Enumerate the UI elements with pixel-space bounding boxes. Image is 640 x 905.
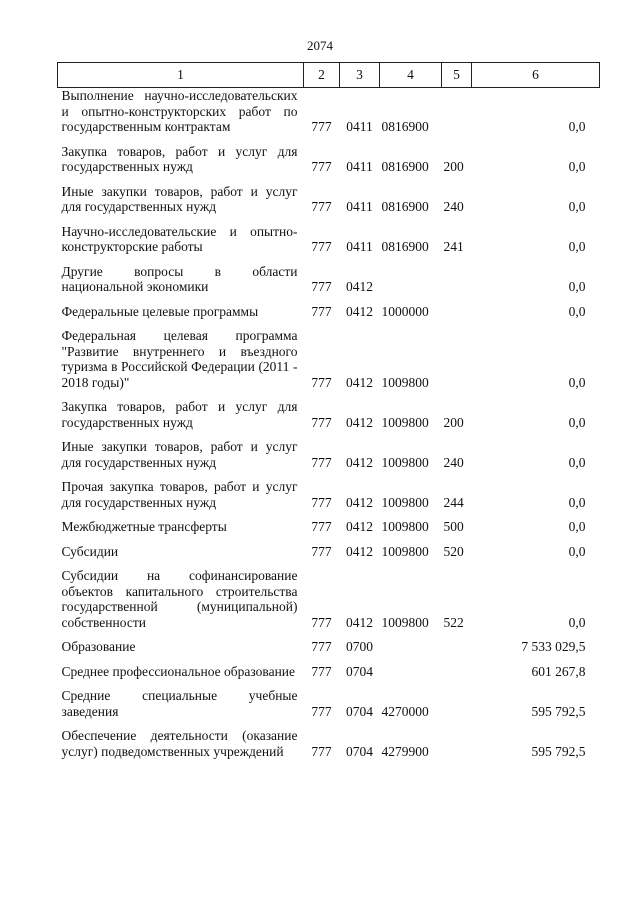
row-name: Иные закупки товаров, работ и услуг для государственных нужд (61, 183, 298, 214)
row-section: 0700 (346, 639, 373, 654)
table-row (58, 88, 600, 144)
row-ministry: 777 (311, 639, 332, 654)
row-target (380, 639, 442, 664)
table-row (58, 304, 600, 329)
page-number: 2074 (307, 38, 333, 53)
row-amount: 0,0 (568, 279, 586, 294)
row-target (380, 264, 442, 304)
row-ministry: 777 (311, 374, 332, 390)
row-ministry: 777 (311, 663, 332, 679)
row-amount: 595 792,5 (531, 703, 586, 719)
row-target: 1009800 (381, 543, 429, 559)
row-name: Субсидии (61, 543, 119, 559)
row-amount: 0,0 (568, 494, 586, 510)
row-name: Другие вопросы в области национальной экономики (61, 263, 298, 294)
header-row (58, 63, 600, 88)
row-ministry: 777 (311, 703, 332, 719)
row-expense (442, 664, 472, 689)
header-col-expense: 5 (442, 63, 472, 88)
row-expense (442, 688, 472, 728)
row-ministry: 777 (311, 303, 332, 319)
row-ministry: 777 (311, 494, 332, 510)
table-header (58, 63, 600, 88)
row-name: Закупка товаров, работ и услуг для государственных нужд (61, 143, 298, 174)
row-ministry: 777 (311, 159, 332, 174)
row-name: Межбюджетные трансферты (61, 519, 227, 534)
row-amount: 0,0 (568, 454, 586, 470)
row-section: 0704 (346, 703, 373, 719)
row-section: 0412 (346, 279, 373, 294)
header-col-target: 4 (380, 63, 442, 88)
row-expense: 244 (443, 494, 464, 510)
table-row (58, 728, 600, 768)
row-name: Иные закупки товаров, работ и услуг для государственных нужд (61, 439, 298, 470)
table-row (58, 688, 600, 728)
row-section: 0412 (346, 494, 373, 510)
table-row (58, 664, 600, 689)
row-name: Выполнение научно-исследовательских и опытно-конструкторских работ по государственным контрактам (61, 88, 298, 134)
table-row (58, 519, 600, 544)
row-expense: 240 (443, 199, 464, 214)
row-name: Средние специальные учебные заведения (61, 688, 298, 719)
table-row (58, 144, 600, 184)
row-name: Среднее профессиональное образование (61, 663, 296, 679)
row-amount: 0,0 (568, 303, 586, 319)
row-name: Прочая закупка товаров, работ и услуг для государственных нужд (61, 479, 298, 510)
row-ministry: 777 (311, 743, 332, 759)
row-name: Федеральные целевые программы (61, 303, 259, 319)
row-target: 0816900 (381, 119, 429, 134)
table-row (58, 544, 600, 569)
row-target: 1009800 (381, 494, 429, 510)
row-amount: 601 267,8 (531, 663, 586, 679)
row-expense (442, 328, 472, 399)
row-section: 0412 (346, 614, 373, 630)
row-expense: 240 (443, 454, 464, 470)
row-name: Обеспечение деятельности (оказание услуг) подведомственных учреждений (61, 728, 298, 759)
row-section: 0412 (346, 303, 373, 319)
budget-table (57, 62, 600, 768)
row-name: Федеральная целевая программа "Развитие внутреннего и въездного туризма в Российской Федерации (2011 - 2018 годы)" (61, 328, 298, 390)
row-ministry: 777 (311, 239, 332, 254)
table-row (58, 264, 600, 304)
row-target: 0816900 (381, 159, 429, 174)
table-row (58, 224, 600, 264)
row-target: 1009800 (381, 519, 429, 534)
row-section: 0412 (346, 519, 373, 534)
row-section: 0411 (346, 159, 373, 174)
row-ministry: 777 (311, 414, 332, 430)
row-section: 0411 (346, 199, 373, 214)
row-name: Субсидии на софинансирование объектов капитального строительства государственной (муниципальной) собственности (61, 568, 298, 630)
row-target: 1009800 (381, 414, 429, 430)
row-ministry: 777 (311, 519, 332, 534)
row-amount: 0,0 (568, 239, 586, 254)
row-amount: 0,0 (568, 414, 586, 430)
table-row (58, 328, 600, 399)
row-expense (442, 639, 472, 664)
row-section: 0412 (346, 374, 373, 390)
header-col-name: 1 (58, 63, 304, 88)
row-name: Образование (61, 639, 136, 654)
row-target: 1009800 (381, 454, 429, 470)
row-expense (442, 88, 472, 144)
header-col-ministry: 2 (304, 63, 340, 88)
row-expense (442, 264, 472, 304)
row-ministry: 777 (311, 199, 332, 214)
row-amount: 0,0 (568, 119, 586, 134)
header-col-amount: 6 (472, 63, 600, 88)
row-section: 0704 (346, 743, 373, 759)
row-ministry: 777 (311, 543, 332, 559)
row-section: 0412 (346, 454, 373, 470)
row-expense: 522 (443, 614, 464, 630)
row-target: 4279900 (381, 743, 429, 759)
row-amount: 0,0 (568, 614, 586, 630)
row-name: Научно-исследовательские и опытно-конструкторские работы (61, 223, 298, 254)
row-ministry: 777 (311, 119, 332, 134)
row-expense: 500 (443, 519, 464, 534)
row-target: 0816900 (381, 199, 429, 214)
table-body (58, 88, 600, 769)
row-section: 0412 (346, 543, 373, 559)
row-section: 0411 (346, 119, 373, 134)
row-amount: 0,0 (568, 543, 586, 559)
row-section: 0704 (346, 663, 373, 679)
row-ministry: 777 (311, 614, 332, 630)
row-expense: 200 (443, 414, 464, 430)
row-amount: 0,0 (568, 159, 586, 174)
table-row (58, 639, 600, 664)
row-expense: 520 (443, 543, 464, 559)
table-row (58, 184, 600, 224)
table-row (58, 568, 600, 639)
row-target (380, 664, 442, 689)
row-amount: 0,0 (568, 374, 586, 390)
table-row (58, 439, 600, 479)
table-row (58, 399, 600, 439)
row-section: 0412 (346, 414, 373, 430)
row-amount: 0,0 (568, 519, 586, 534)
row-expense: 241 (443, 239, 464, 254)
header-col-section: 3 (340, 63, 380, 88)
row-target: 1000000 (381, 303, 429, 319)
row-section: 0411 (346, 239, 373, 254)
row-expense: 200 (443, 159, 464, 174)
row-amount: 7 533 029,5 (521, 639, 586, 654)
row-amount: 0,0 (568, 199, 586, 214)
row-target: 1009800 (381, 614, 429, 630)
row-ministry: 777 (311, 279, 332, 294)
table-row (58, 479, 600, 519)
row-target: 1009800 (381, 374, 429, 390)
row-amount: 595 792,5 (531, 743, 586, 759)
row-expense (442, 304, 472, 329)
row-name: Закупка товаров, работ и услуг для государственных нужд (61, 399, 298, 430)
row-target: 0816900 (381, 239, 429, 254)
row-target: 4270000 (381, 703, 429, 719)
row-ministry: 777 (311, 454, 332, 470)
row-expense (442, 728, 472, 768)
